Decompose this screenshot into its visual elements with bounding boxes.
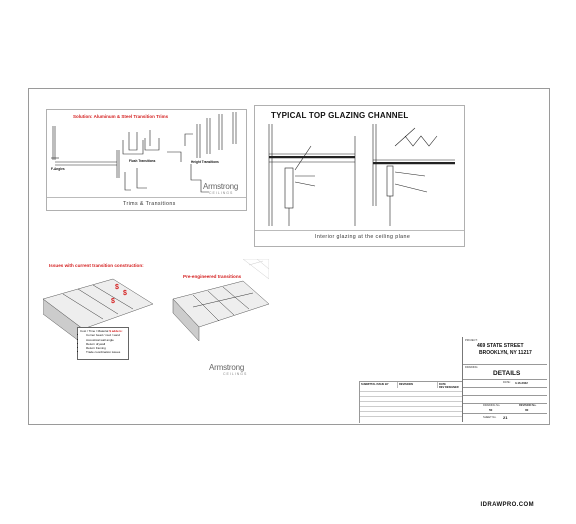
rev-col-submittal: SUBMITTAL ISSUE BY [360, 382, 398, 388]
transitions-issues-panel [43, 259, 269, 381]
project-address-2: BROOKLYN, NY 11217 [479, 350, 532, 356]
rev-col-date-label: DATE [439, 383, 446, 386]
drawing-sheet [28, 88, 550, 425]
drawing-no-value: 50 [489, 408, 493, 412]
armstrong-logo-sub: CEILINGS [223, 372, 248, 376]
divider [255, 230, 464, 231]
rev-row [360, 391, 463, 392]
tb-divider [463, 387, 547, 388]
date-label: DATE: [503, 381, 511, 384]
rev-row [360, 406, 463, 407]
cost-adders-box [77, 327, 129, 360]
sheet-label: SHEET No. [483, 416, 497, 419]
glazing-title: TYPICAL TOP GLAZING CHANNEL [271, 111, 409, 120]
svg-text:$: $ [123, 290, 127, 297]
glazing-caption: Interior glazing at the ceiling plane [315, 234, 411, 240]
tb-divider [463, 379, 547, 380]
trims-heading: Solution: Aluminum & Steel Transition Trims [73, 114, 169, 119]
rev-row [360, 411, 463, 412]
footer-site: IDRAWPRO.COM [480, 502, 534, 508]
revision-no-label: REVISION No. [519, 404, 537, 407]
title-block [462, 337, 547, 422]
cost-line: Cost / Time / Material [80, 329, 109, 333]
project-label: PROJECT: [465, 339, 478, 342]
armstrong-logo: Armstrong [203, 182, 239, 191]
rev-col-sub: REV DESIGNER [439, 386, 459, 389]
date-value: 3-16-2022 [515, 381, 528, 385]
glazing-section [255, 106, 464, 246]
height-label: Height Transitions [191, 160, 219, 164]
drawing-no-label: DRAWING No. [483, 404, 501, 407]
rev-row [360, 401, 463, 402]
rev-col-revisions: REVISIONS [398, 382, 438, 388]
revision-no-value: 00 [525, 408, 529, 412]
cost-adders-list [80, 333, 126, 354]
revision-table [359, 381, 463, 423]
rev-col-date [438, 382, 463, 388]
list-item: • Return drywall [86, 342, 126, 346]
drawing-label: DRAWING: [465, 366, 479, 369]
drawing-title: DETAILS [493, 370, 521, 377]
cost-suffix: $ adders: [109, 329, 123, 333]
rev-row [360, 396, 463, 397]
issues-title: Issues with current transition construction: [49, 263, 144, 268]
trims-transitions-panel [46, 109, 247, 211]
svg-text:$: $ [111, 298, 115, 305]
svg-text:$: $ [115, 284, 119, 291]
project-address-1: 469 STATE STREET [477, 343, 524, 349]
tb-divider [463, 364, 547, 365]
sheet-value: 21 [503, 415, 508, 420]
glazing-panel [254, 105, 465, 247]
rev-row [360, 416, 463, 417]
list-item: • Corner bead / mud / sand [86, 333, 126, 337]
list-item: • Return framing [86, 346, 126, 350]
f-angles-label: F-Angles [51, 167, 65, 171]
divider [47, 197, 246, 198]
flush-label: Flush Transitions [129, 159, 156, 163]
preeng-title: Pre-engineered transitions [183, 274, 242, 279]
tb-divider [463, 413, 547, 414]
armstrong-logo: Armstrong [209, 363, 245, 372]
armstrong-logo-sub: CEILINGS [209, 191, 234, 195]
tb-divider [463, 395, 547, 396]
list-item: • Acoustical wall angle [86, 338, 126, 342]
trims-caption: Trims & Transitions [123, 201, 176, 207]
list-item: • Trade coordination issues [86, 350, 126, 354]
